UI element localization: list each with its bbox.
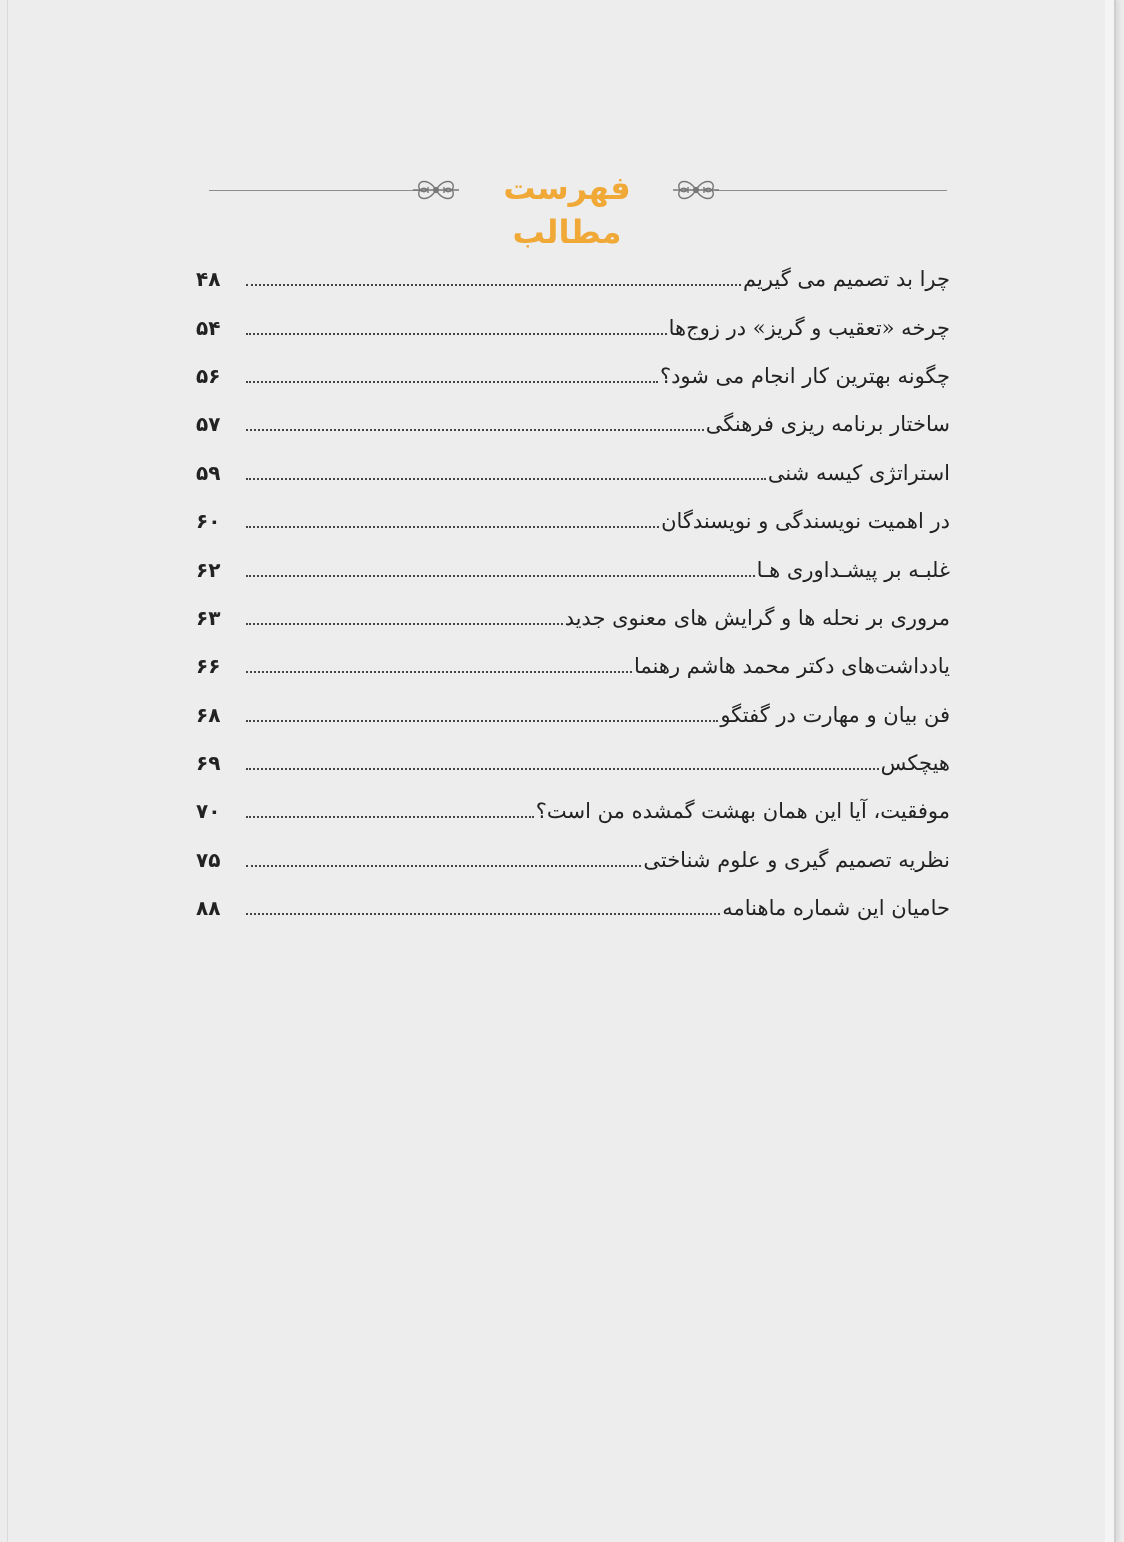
toc-entry[interactable] — [196, 400, 950, 448]
toc-leader-dots — [246, 623, 563, 625]
toc-leader-dots — [246, 865, 641, 867]
toc-entry[interactable] — [196, 594, 950, 642]
toc-entry-title: موفقیت، آیا این همان بهشت گمشده من است؟ — [535, 799, 950, 824]
toc-leader-dots — [246, 478, 766, 480]
toc-entry-page: ۵۹ — [196, 460, 221, 485]
toc-entry-page: ۸۸ — [196, 896, 221, 921]
toc-entry-page: ۵۶ — [196, 363, 221, 388]
toc-entry-title: در اهمیت نویسندگی و نویسندگان — [661, 509, 950, 534]
table-of-contents — [196, 255, 950, 932]
toc-entry-title: هیچکس — [880, 751, 950, 776]
toc-entry-title: نظریه تصمیم گیری و علوم شناختی — [643, 847, 950, 872]
toc-leader-dots — [246, 429, 704, 431]
toc-entry-title: فن بیان و مهارت در گفتگو — [720, 702, 950, 727]
toc-entry[interactable] — [196, 836, 950, 884]
ornament-left-icon — [411, 170, 461, 210]
toc-entry-title: غلبـه بر پیشـداوری هـا — [756, 557, 950, 582]
ornament-right-icon — [671, 170, 721, 210]
toc-entry[interactable] — [196, 497, 950, 545]
toc-entry[interactable] — [196, 739, 950, 787]
toc-leader-dots — [246, 526, 659, 528]
toc-leader-dots — [246, 333, 667, 335]
toc-entry[interactable] — [196, 642, 950, 690]
toc-leader-dots — [246, 816, 534, 818]
toc-leader-dots — [246, 768, 879, 770]
toc-leader-dots — [246, 720, 718, 722]
toc-leader-dots — [246, 913, 720, 915]
toc-entry[interactable] — [196, 255, 950, 303]
toc-entry-page: ۶۸ — [196, 702, 221, 727]
toc-entry-title: حامیان این شماره ماهنامه — [722, 896, 950, 921]
toc-entry-title: چرخه «تعقیب و گریز» در زوج‌ها — [668, 315, 950, 340]
toc-entry-title: مروری بر نحله ها و گرایش های معنوی جدید — [564, 605, 950, 630]
toc-entry-page: ۵۴ — [196, 315, 221, 340]
toc-entry[interactable] — [196, 545, 950, 593]
page-edge — [1105, 0, 1114, 1542]
toc-leader-dots — [246, 381, 658, 383]
toc-entry-page: ۴۸ — [196, 267, 221, 292]
toc-leader-dots — [246, 575, 755, 577]
toc-entry[interactable] — [196, 303, 950, 351]
toc-entry-page: ۷۵ — [196, 847, 221, 872]
toc-entry-page: ۶۳ — [196, 605, 221, 630]
toc-entry-page: ۵۷ — [196, 412, 221, 437]
toc-entry[interactable] — [196, 884, 950, 932]
toc-entry-page: ۶۹ — [196, 751, 221, 776]
toc-entry[interactable] — [196, 787, 950, 835]
toc-leader-dots — [246, 284, 741, 286]
toc-entry-page: ۶۲ — [196, 557, 221, 582]
toc-entry-title: ساختار برنامه ریزی فرهنگی — [705, 412, 950, 437]
toc-entry-title: چرا بد تصمیم می گیریم — [743, 267, 950, 292]
toc-header — [201, 160, 947, 251]
toc-entry-page: ۷۰ — [196, 799, 221, 824]
toc-entry[interactable] — [196, 352, 950, 400]
toc-entry-title: یادداشت‌های دکتر محمد هاشم رهنما — [634, 654, 950, 679]
toc-entry-title: چگونه بهترین کار انجام می شود؟ — [659, 363, 950, 388]
toc-leader-dots — [246, 671, 632, 673]
toc-entry[interactable] — [196, 449, 950, 497]
toc-entry-page: ۶۰ — [196, 509, 221, 534]
toc-entry[interactable] — [196, 691, 950, 739]
document-page — [7, 0, 1116, 1542]
toc-entry-page: ۶۶ — [196, 654, 221, 679]
header-rule-left — [209, 190, 423, 191]
page-title: فهرست مطالب — [503, 169, 631, 251]
toc-entry-title: استراتژی کیسه شنی — [767, 460, 950, 485]
header-rule-right — [715, 190, 947, 191]
